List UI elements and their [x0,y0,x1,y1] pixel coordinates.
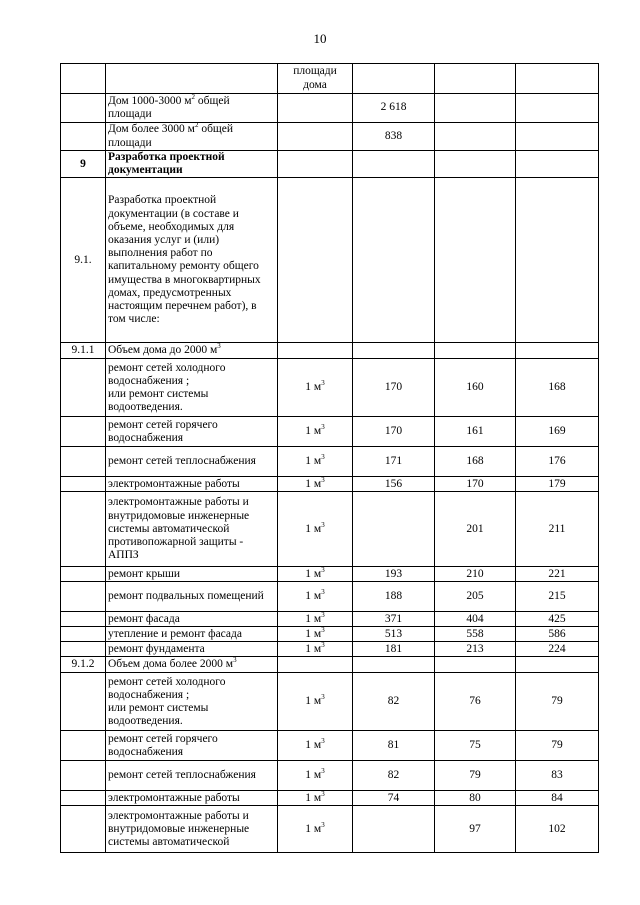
value-1: 188 [384,590,403,603]
value-cell-1 [353,612,435,627]
unit-cell [278,642,353,657]
value-3: 79 [551,739,563,752]
unit-label: 1 м [305,567,322,580]
work-name-line: ремонт крыши [108,567,181,580]
unit-superscript: 3 [321,379,325,388]
work-name-cell [106,417,278,447]
table-row [61,492,599,567]
value-cell-1 [353,178,435,343]
unit-cell [278,343,353,359]
work-name-superscript: 3 [233,656,237,665]
value-cell-2 [435,673,516,731]
work-name-cell [106,94,278,123]
value-1: 82 [387,769,400,782]
value-cell-1 [353,761,435,791]
table-row [61,567,599,582]
work-name-cell [106,627,278,642]
item-number-cell [61,657,106,673]
unit-cell [278,492,353,567]
unit-label: 1 м [305,695,322,708]
table-row [61,64,599,94]
item-number-cell [61,94,106,123]
value-2: 201 [466,522,484,535]
value-3: 168 [548,381,566,394]
item-number-cell [61,642,106,657]
value-cell-1 [353,567,435,582]
item-number-cell [61,791,106,806]
work-name-line: Объем дома более 2000 м [108,658,234,671]
value-cell-3 [516,447,599,477]
value-cell-2 [435,761,516,791]
work-name-cell [106,673,278,731]
item-number-cell [61,731,106,761]
value-cell-1 [353,582,435,612]
value-cell-2 [435,806,516,853]
value-cell-1 [353,627,435,642]
value-cell-2 [435,151,516,178]
unit-cell [278,417,353,447]
value-cell-2 [435,567,516,582]
unit-label: 1 м [305,522,322,535]
value-cell-1 [353,657,435,673]
work-name-line: или ремонт системы водоотведения. [108,701,209,728]
item-number-cell [61,447,106,477]
work-name-line: Дом более 3000 м [108,123,195,136]
unit-label: 1 м [305,477,322,490]
value-1: 171 [384,455,403,468]
item-number: 9 [80,157,86,170]
value-cell-3 [516,94,599,123]
item-number-cell [61,492,106,567]
unit-superscript: 3 [321,423,325,432]
work-name-line: утепление и ремонт фасада [108,627,242,640]
value-cell-3 [516,417,599,447]
value-cell-2 [435,447,516,477]
value-cell-3 [516,492,599,567]
unit-cell [278,627,353,642]
table-row [61,657,599,673]
value-cell-2 [435,642,516,657]
page-number: 10 [313,31,327,46]
work-name-cell [106,477,278,492]
item-number-cell [61,567,106,582]
work-name-cell [106,447,278,477]
unit-superscript: 3 [321,820,325,829]
work-name-line: или ремонт системы водоотведения. [108,387,209,414]
item-number-cell [61,178,106,343]
unit-cell [278,657,353,673]
value-2: 210 [466,567,484,580]
unit-label: 1 м [305,791,322,804]
work-name-line: электромонтажные работы и внутридомовые инженерные системы автоматической [108,809,250,848]
value-cell-1 [353,417,435,447]
work-name-cell [106,64,278,94]
unit-label: 1 м [305,425,322,438]
value-cell-3 [516,64,599,94]
value-cell-3 [516,582,599,612]
table-row [61,178,599,343]
value-cell-3 [516,642,599,657]
table-row [61,123,599,151]
work-name-line: электромонтажные работы и внутридомовые инженерные системы автоматической противопожарной защиты - АППЗ [108,496,250,562]
unit-cell [278,151,353,178]
unit-superscript: 3 [321,789,325,798]
value-1: 838 [384,129,403,142]
unit-superscript: 3 [321,737,325,746]
work-name-cell [106,657,278,673]
value-cell-3 [516,657,599,673]
unit-cell [278,447,353,477]
value-1: 170 [384,425,403,438]
value-cell-3 [516,731,599,761]
table-row [61,806,599,853]
unit-label: 1 м [305,822,322,835]
table-row [61,94,599,123]
unit-label: площади дома [293,65,337,91]
unit-cell [278,477,353,492]
value-cell-1 [353,343,435,359]
value-3: 84 [551,791,563,804]
work-name-cell [106,359,278,417]
value-cell-2 [435,612,516,627]
value-cell-2 [435,731,516,761]
value-2: 76 [469,695,481,708]
value-cell-3 [516,612,599,627]
value-3: 425 [548,612,566,625]
value-2: 205 [466,590,484,603]
value-cell-1 [353,791,435,806]
work-name-cell [106,567,278,582]
value-cell-3 [516,627,599,642]
value-cell-1 [353,447,435,477]
unit-cell [278,359,353,417]
work-name-tail: общей площади [108,123,234,149]
item-number-cell [61,673,106,731]
table-row [61,477,599,492]
value-2: 558 [466,627,484,640]
value-3: 221 [548,567,566,580]
table-row [61,359,599,417]
unit-label: 1 м [305,739,322,752]
unit-superscript: 3 [321,565,325,574]
table-row [61,642,599,657]
table-row [61,761,599,791]
table-row [61,731,599,761]
unit-label: 1 м [305,381,322,394]
value-cell-2 [435,417,516,447]
work-name-superscript: 2 [191,92,196,101]
item-number-cell [61,417,106,447]
value-cell-3 [516,673,599,731]
work-name-cell [106,151,278,178]
table-row [61,791,599,806]
value-1: 2 618 [380,101,407,114]
value-2: 170 [466,477,484,490]
value-cell-2 [435,477,516,492]
item-number-cell [61,582,106,612]
value-cell-3 [516,806,599,853]
unit-label: 1 м [305,455,322,468]
value-cell-1 [353,642,435,657]
item-number-cell [61,761,106,791]
unit-superscript: 3 [321,625,325,634]
unit-cell [278,612,353,627]
value-1: 170 [384,381,403,394]
work-name-cell [106,123,278,151]
value-2: 79 [469,769,481,782]
value-cell-2 [435,582,516,612]
value-cell-3 [516,567,599,582]
item-number-cell [61,123,106,151]
value-2: 404 [466,612,484,625]
unit-superscript: 3 [321,475,325,484]
value-2: 75 [469,739,481,752]
value-cell-2 [435,64,516,94]
work-name-tail: общей площади [108,94,230,120]
value-2: 161 [466,425,484,438]
value-1: 371 [384,612,403,625]
unit-cell [278,761,353,791]
unit-superscript: 3 [321,610,325,619]
work-name-superscript: 2 [194,121,199,130]
work-name-cell [106,642,278,657]
value-3: 102 [548,822,566,835]
value-cell-3 [516,761,599,791]
unit-cell [278,567,353,582]
unit-superscript: 3 [321,767,325,776]
work-name-line: Объем дома до 2000 м [108,344,218,357]
item-number-cell [61,806,106,853]
value-cell-3 [516,343,599,359]
work-name-cell [106,492,278,567]
work-name-line: электромонтажные работы [108,791,240,804]
item-number-cell [61,627,106,642]
value-2: 80 [469,791,481,804]
value-cell-2 [435,627,516,642]
value-1: 82 [387,695,400,708]
value-cell-2 [435,94,516,123]
work-name-line: Разработка проектной документации (в составе и объеме, необходимых для оказания услуг и (или) выполнения работ по капитальному ремонту общего имущества в многоквартирных домах, предусмотренных настоящим перечнем работ), в том числе: [108,194,261,326]
unit-superscript: 3 [321,588,325,597]
value-cell-1 [353,492,435,567]
unit-cell [278,582,353,612]
value-cell-2 [435,791,516,806]
value-3: 224 [548,642,566,655]
value-1: 181 [384,642,403,655]
item-number-cell [61,343,106,359]
work-name-cell [106,612,278,627]
table-row [61,673,599,731]
value-cell-3 [516,791,599,806]
value-3: 169 [548,425,566,438]
work-name-cell [106,791,278,806]
value-cell-1 [353,151,435,178]
unit-cell [278,64,353,94]
work-name-line: Дом 1000-3000 м [108,94,192,107]
work-name-line: ремонт сетей холодного водоснабжения ; [108,675,226,701]
value-1: 513 [384,627,403,640]
unit-superscript: 3 [321,693,325,702]
unit-cell [278,123,353,151]
work-name-line: ремонт фундамента [108,642,205,655]
table-row [61,151,599,178]
value-cell-1 [353,731,435,761]
unit-label: 1 м [305,642,322,655]
item-number-cell [61,612,106,627]
value-cell-1 [353,64,435,94]
unit-cell [278,731,353,761]
table-row [61,447,599,477]
work-name-line: ремонт подвальных помещений [108,590,264,603]
value-cell-2 [435,492,516,567]
value-cell-1 [353,94,435,123]
unit-label: 1 м [305,769,322,782]
value-cell-3 [516,477,599,492]
value-cell-1 [353,806,435,853]
work-name-line: электромонтажные работы [108,477,240,490]
work-name-line: ремонт сетей теплоснабжения [108,769,256,782]
value-cell-1 [353,359,435,417]
value-cell-3 [516,359,599,417]
work-name-line: Разработка проектной документации [108,151,225,177]
item-number: 9.1. [74,253,92,266]
work-name-cell [106,178,278,343]
unit-cell [278,94,353,123]
table-row [61,417,599,447]
value-cell-1 [353,673,435,731]
table-row [61,582,599,612]
value-cell-1 [353,123,435,151]
value-cell-2 [435,343,516,359]
unit-cell [278,791,353,806]
work-name-line: ремонт сетей теплоснабжения [108,455,256,468]
work-name-line: ремонт фасада [108,612,180,625]
item-number: 9.1.1 [71,344,95,357]
unit-label: 1 м [305,590,322,603]
unit-cell [278,806,353,853]
table-row [61,343,599,359]
value-1: 156 [384,477,403,490]
item-number-cell [61,151,106,178]
item-number-cell [61,477,106,492]
value-2: 160 [466,381,484,394]
item-number-cell [61,64,106,94]
value-cell-3 [516,151,599,178]
value-1: 193 [384,567,403,580]
work-name-cell [106,761,278,791]
work-name-superscript: 3 [217,342,221,351]
value-cell-1 [353,477,435,492]
value-1: 74 [387,791,400,804]
unit-superscript: 3 [321,520,325,529]
table-row [61,627,599,642]
value-3: 211 [548,522,566,535]
value-3: 83 [551,769,563,782]
value-3: 586 [548,627,566,640]
value-3: 179 [548,477,566,490]
value-cell-2 [435,178,516,343]
value-cell-2 [435,123,516,151]
value-2: 213 [466,642,484,655]
item-number-cell [61,359,106,417]
work-name-line: ремонт сетей горячего водоснабжения [108,418,218,444]
value-2: 97 [469,822,481,835]
works-table [60,63,599,853]
unit-label: 1 м [305,627,322,640]
work-name-cell [106,731,278,761]
value-3: 79 [551,695,563,708]
work-name-line: ремонт сетей холодного водоснабжения ; [108,361,226,387]
value-3: 215 [548,590,566,603]
work-name-cell [106,343,278,359]
value-cell-2 [435,657,516,673]
value-2: 168 [466,455,484,468]
value-cell-3 [516,123,599,151]
value-cell-3 [516,178,599,343]
item-number: 9.1.2 [71,658,95,671]
value-1: 81 [387,739,400,752]
unit-label: 1 м [305,612,322,625]
unit-cell [278,673,353,731]
unit-cell [278,178,353,343]
value-cell-2 [435,359,516,417]
work-name-cell [106,806,278,853]
work-name-cell [106,582,278,612]
work-name-line: ремонт сетей горячего водоснабжения [108,732,218,758]
table-row [61,612,599,627]
unit-superscript: 3 [321,640,325,649]
unit-superscript: 3 [321,453,325,462]
value-3: 176 [548,455,566,468]
